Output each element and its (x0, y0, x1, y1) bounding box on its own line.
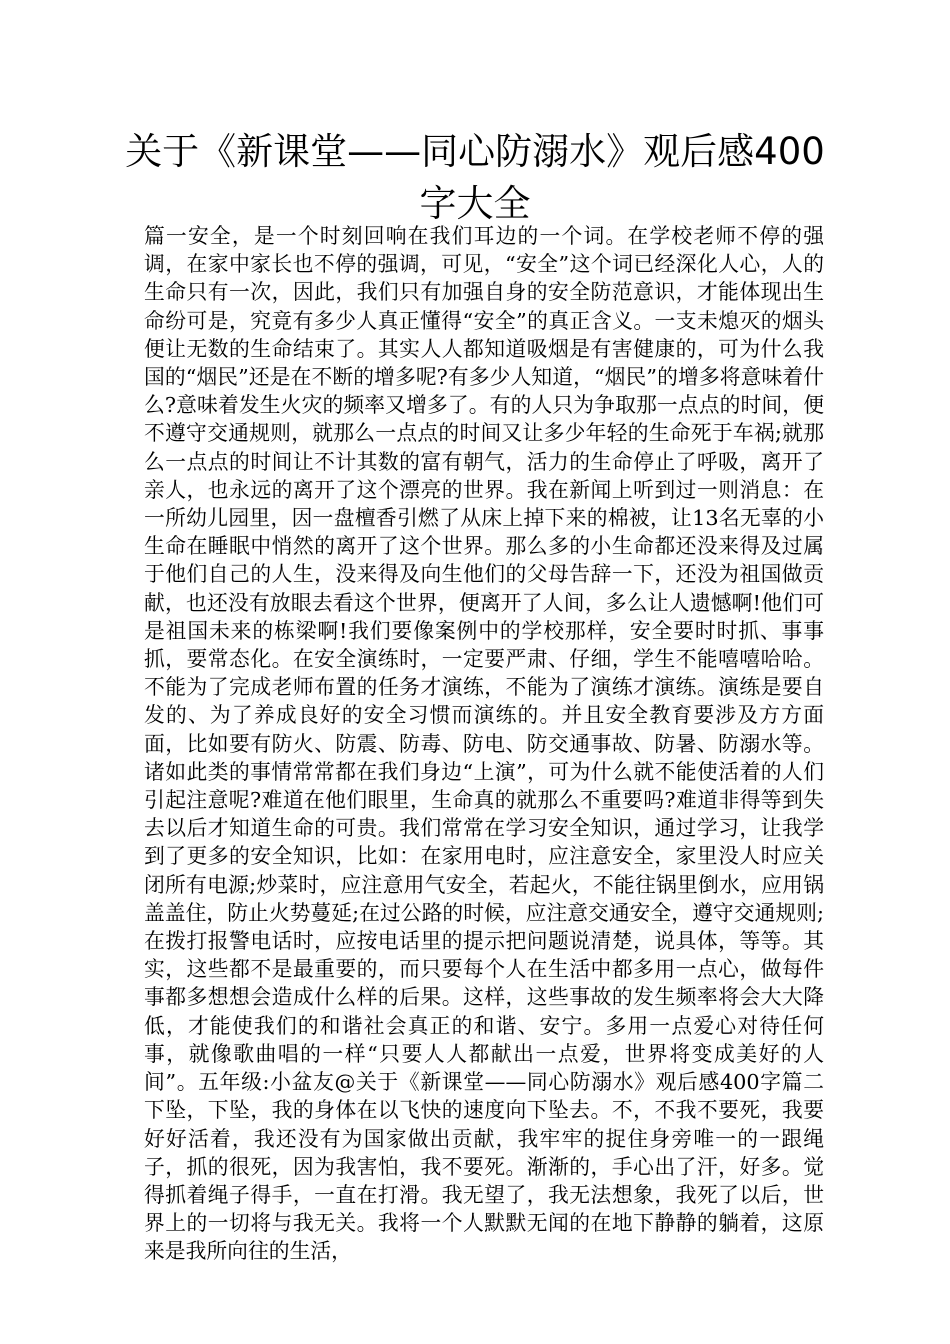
document-title: 关于《新课堂——同心防溺水》观后感400字大全 (125, 130, 825, 225)
document-body-text: 篇一安全，是一个时刻回响在我们耳边的一个词。在学校老师不停的强调，在家中家长也不停的强调，可见，“安全”这个词已经深化人心，人的生命只有一次，因此，我们只有加强自身的安全防范意识，才能体现出生命纷可是，究竟有多少人真正懂得“安全”的真正含义。一支未熄灭的烟头便让无数的生命结束了。其实人人都知道吸烟是有害健康的，可为什么我国的“烟民”还是在不断的增多呢?有多少人知道，“烟民”的增多将意味着什么?意味着发生火灾的频率又增多了。有的人只为争取那一点点的时间，便不遵守交通规则，就那么一点点的时间又让多少年轻的生命死于车祸;就那么一点点的时间让不计其数的富有朝气，活力的生命停止了呼吸，离开了亲人，也永远的离开了这个漂亮的世界。我在新闻上听到过一则消息：在一所幼儿园里，因一盘檀香引燃了从床上掉下来的棉被，让13名无辜的小生命在睡眠中悄然的离开了这个世界。那么多的小生命都还没来得及过属于他们自己的人生，没来得及向生他们的父母告辞一下，还没为祖国做贡献，也还没有放眼去看这个世界，便离开了人间，多么让人遗憾啊!他们可是祖国未来的栋梁啊!我们要像案例中的学校那样，安全要时时抓、事事抓，要常态化。在安全演练时，一定要严肃、仔细，学生不能嘻嘻哈哈。不能为了完成老师布置的任务才演练，不能为了演练才演练。演练是要自发的、为了养成良好的安全习惯而演练的。并且安全教育要涉及方方面面，比如要有防火、防震、防毒、防电、防交通事故、防暑、防溺水等。诸如此类的事情常常都在我们身边“上演”，可为什么就不能使活着的人们引起注意呢?难道在他们眼里，生命真的就那么不重要吗?难道非得等到失去以后才知道生命的可贵。我们常常在学习安全知识，通过学习，让我学到了更多的安全知识，比如：在家用电时，应注意安全，家里没人时应关闭所有电源;炒菜时，应注意用气安全，若起火，不能往锅里倒水，应用锅盖盖住，防止火势蔓延;在过公路的时候，应注意交通安全，遵守交通规则;在拨打报警电话时，应按电话里的提示把问题说清楚，说具体，等等。其实，这些都不是最重要的，而只要每个人在生活中都多用一点心，做每件事都多想想会造成什么样的后果。这样，这些事故的发生频率将会大大降低，才能使我们的和谐社会真正的和谐、安宁。多用一点爱心对待任何事，就像歌曲唱的一样“只要人人都献出一点爱，世界将变成美好的人间”。五年级:小盆友@关于《新课堂——同心防溺水》观后感400字篇二下坠，下坠，我的身体在以飞快的速度向下坠去。不，不我不要死，我要好好活着，我还没有为国家做出贡献，我牢牢的捉住身旁唯一的一跟绳子，抓的很死，因为我害怕，我不要死。渐渐的，手心出了汗，好多。觉得抓着绳子得手，一直在打滑。我无望了，我无法想象，我死了以后，世界上的一切将与我无关。我将一个人默默无闻的在地下静静的躺着，这原来是我所向往的生活， (144, 224, 824, 1264)
